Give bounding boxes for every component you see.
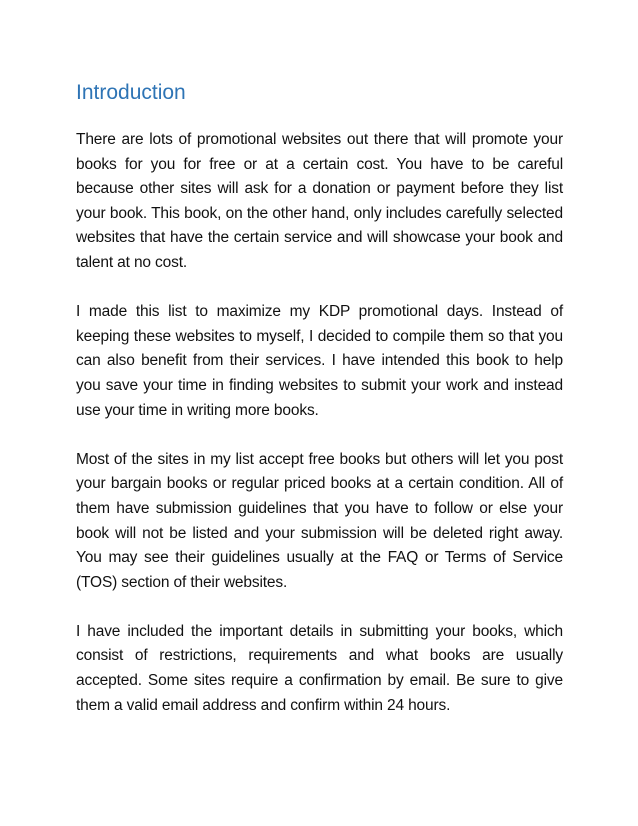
paragraph-1: There are lots of promotional websites out there that will promote your books for you for free or at a certain cost. You have to be careful because other sites will ask for a donation or payment before they list your book. This book, on the other hand, only includes carefully selected websites that have the certain service and will showcase your book and talent at no cost. — [76, 131, 563, 271]
paragraph-4: I have included the important details in submitting your books, which consist of restrictions, requirements and what books are usually accepted. Some sites require a confirmation by email. Be sure to give them a valid email address and confirm within 24 hours. — [76, 622, 563, 714]
section-heading: Introduction — [76, 81, 186, 104]
paragraph-3: Most of the sites in my list accept free books but others will let you post your bargain books or regular priced books at a certain condition. All of them have submission guidelines that you have to follow or else your book will not be listed and your submission will be deleted right away. You may see their guidelines usually at the FAQ or Terms of Service (TOS) section of their websites. — [76, 450, 563, 591]
body-text — [76, 128, 563, 718]
paragraph-2: I made this list to maximize my KDP promotional days. Instead of keeping these websites to myself, I decided to compile them so that you can also benefit from their services. I have intended this book to help you save your time in finding websites to submit your work and instead use your time in writing more books. — [76, 303, 563, 419]
